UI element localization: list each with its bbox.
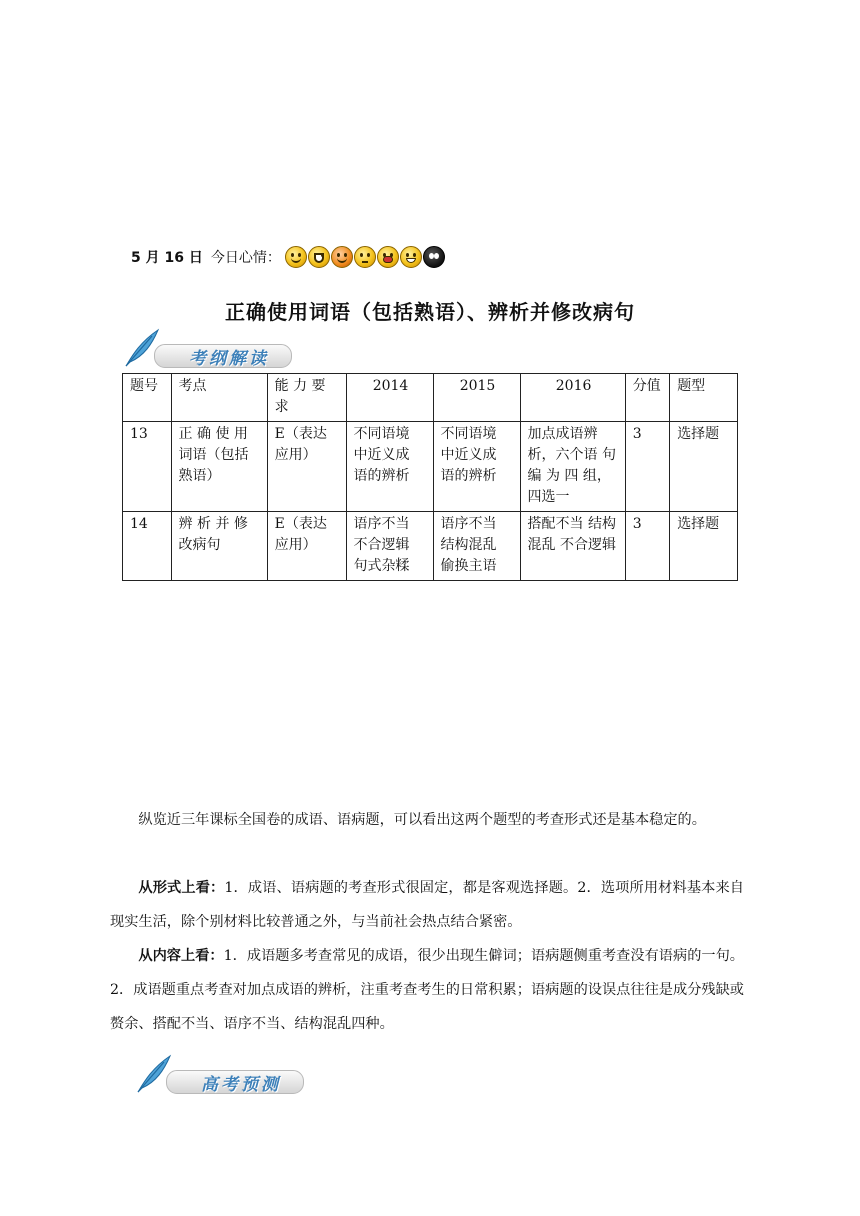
- table-cell: 加点成语辨 析，六个语 句 编 为 四 组，四选一: [520, 422, 625, 512]
- header-cell: 题型: [670, 374, 738, 422]
- intro-paragraph: 纵览近三年课标全国卷的成语、语病题，可以看出这两个题型的考查形式还是基本稳定的。: [138, 812, 706, 828]
- feather-icon: [122, 328, 162, 368]
- table-cell: 选择题: [670, 422, 738, 512]
- mood-emoji-row: [285, 246, 445, 268]
- table-cell: 正 确 使 用 词语（包括 熟语）: [171, 422, 267, 512]
- form-body: 1．成语、语病题的考查形式很固定，都是客观选择题。2．选项所用材料基本来自现实生活，除个别材料比较普通之外，与当前社会热点结合紧密。: [110, 880, 744, 930]
- black-face-emoji-icon: [423, 246, 445, 268]
- thinking-emoji-icon: [354, 246, 376, 268]
- smile-emoji-icon: [285, 246, 307, 268]
- table-row: [123, 512, 738, 581]
- table-header-row: [123, 374, 738, 422]
- table-cell: E（表达 应用）: [267, 512, 346, 581]
- page-title: 正确使用词语（包括熟语）、辨析并修改病句: [225, 300, 635, 324]
- header-cell: 题号: [123, 374, 172, 422]
- table-cell: 3: [625, 512, 670, 581]
- table-cell: 不同语境 中近义成 语的辨析: [433, 422, 520, 512]
- table-cell: 语序不当 不合逻辑 句式杂糅: [346, 512, 433, 581]
- banner-gaokao-label: 高考预测: [166, 1070, 304, 1094]
- form-paragraph: [110, 871, 744, 939]
- header-cell: 2014: [346, 374, 433, 422]
- table-cell: 14: [123, 512, 172, 581]
- exam-points-table: [122, 373, 738, 581]
- banner-kaogang: [122, 328, 300, 368]
- table-row: [123, 422, 738, 512]
- grin-emoji-icon: [308, 246, 330, 268]
- table-cell: 辨 析 并 修 改病句: [171, 512, 267, 581]
- table-cell: 选择题: [670, 512, 738, 581]
- content-body: 1．成语题多考查常见的成语，很少出现生僻词；语病题侧重考查没有语病的一句。2．成语题重点考查对加点成语的辨析，注重考查考生的日常积累；语病题的设误点往往是成分残缺或赘余、搭配不当、语序不当、结构混乱四种。: [110, 948, 744, 1032]
- table-cell: E（表达 应用）: [267, 422, 346, 512]
- content-paragraph: [110, 939, 744, 1041]
- banner-kaogang-label: 考纲解读: [154, 344, 292, 368]
- table-cell: 不同语境 中近义成 语的辨析: [346, 422, 433, 512]
- banner-gaokao: [134, 1054, 312, 1094]
- table-cell: 搭配不当 结构混乱 不合逻辑: [520, 512, 625, 581]
- date-text: 5 月 16 日: [131, 250, 203, 266]
- angry-emoji-icon: [331, 246, 353, 268]
- table-cell: 13: [123, 422, 172, 512]
- header-cell: 2015: [433, 374, 520, 422]
- table-cell: 3: [625, 422, 670, 512]
- header-cell: 2016: [520, 374, 625, 422]
- mood-label: 今日心情：: [210, 250, 281, 266]
- header-cell: 考点: [171, 374, 267, 422]
- content-lead: 从内容上看：: [138, 948, 224, 964]
- form-lead: 从形式上看：: [138, 880, 225, 896]
- date-mood-line: [131, 246, 445, 268]
- crying-emoji-icon: [377, 246, 399, 268]
- header-cell: 分值: [625, 374, 670, 422]
- header-cell: 能 力 要 求: [267, 374, 346, 422]
- table-cell: 语序不当 结构混乱 偷换主语: [433, 512, 520, 581]
- smirk-emoji-icon: [400, 246, 422, 268]
- feather-icon: [134, 1054, 174, 1094]
